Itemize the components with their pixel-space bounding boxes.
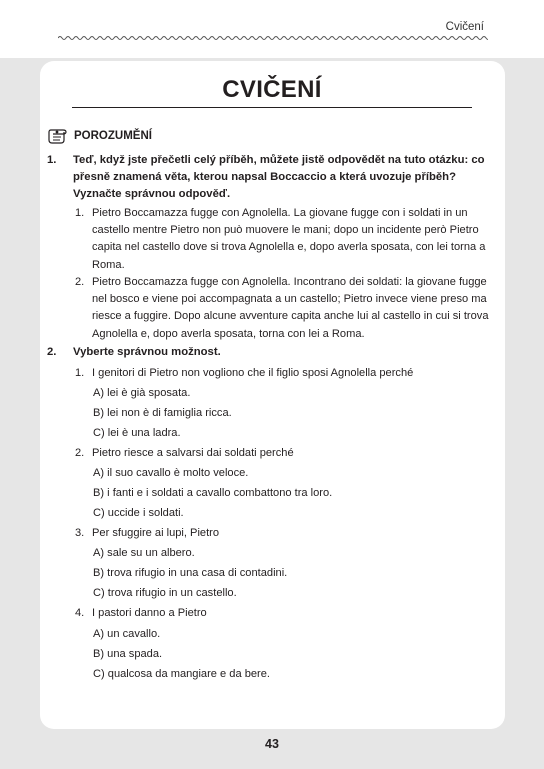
choice-option: C) trova rifugio in un castello. <box>93 587 237 599</box>
header-label: Cvičení <box>445 21 484 33</box>
choice-option: A) lei è già sposata. <box>93 387 191 399</box>
sub-question-text: Per sfuggire ai lupi, Pietro <box>92 527 220 539</box>
choice-option: C) uccide i soldati. <box>93 507 184 519</box>
choice-option: B) trova rifugio in una casa di contadini. <box>93 567 288 579</box>
answer-text: Pietro Boccamazza fugge con Agnolella. La giovane fugge con i soldati in un castello mentre Pietro non può muovere le mani; dopo un incidente però Pietro capita nel castello dove si trova Agnolella e, dopo averla sposata, con lei torna a Roma. <box>92 207 486 271</box>
wavy-divider <box>58 34 488 42</box>
sub-question-number: 3. <box>75 527 85 539</box>
sub-question-number: 2. <box>75 447 85 459</box>
choice-option: A) sale su un albero. <box>93 547 195 559</box>
question-number: 1. <box>47 154 57 166</box>
question-number: 2. <box>47 346 57 358</box>
choice-option: B) lei non è di famiglia ricca. <box>93 407 232 419</box>
question-text: Vyberte správnou možnost. <box>73 346 221 358</box>
sub-question-text: Pietro riesce a salvarsi dai soldati perché <box>92 447 294 459</box>
question-text: Teď, když jste přečetli celý příběh, můžete jistě odpovědět na tuto otázku: co přesně znamená věta, kterou napsal Boccaccio a která uvozuje příběh? Vyznačte správnou odpověď. <box>73 154 485 200</box>
section-label: POROZUMĚNÍ <box>74 130 152 142</box>
choice-option: A) il suo cavallo è molto veloce. <box>93 467 249 479</box>
choice-option: B) i fanti e i soldati a cavallo combattono tra loro. <box>93 487 333 499</box>
page-header <box>0 0 544 58</box>
answer-number: 1. <box>75 207 85 219</box>
page-title: CVIČENÍ <box>222 76 322 103</box>
choice-option: C) qualcosa da mangiare e da bere. <box>93 668 270 680</box>
choice-option: A) un cavallo. <box>93 628 161 640</box>
sub-question-text: I genitori di Pietro non vogliono che il figlio sposi Agnolella perché <box>92 367 414 379</box>
sub-question-text: I pastori danno a Pietro <box>92 607 207 619</box>
page-number: 43 <box>265 737 279 751</box>
choice-option: C) lei è una ladra. <box>93 427 181 439</box>
title-underline <box>72 107 472 108</box>
choice-option: B) una spada. <box>93 648 163 660</box>
sub-question-number: 4. <box>75 607 85 619</box>
sub-question-number: 1. <box>75 367 85 379</box>
answer-text: Pietro Boccamazza fugge con Agnolella. Incontrano dei soldati: la giovane fugge nel bosco e viene poi accompagnata a un castello; Pietro invece viene preso ma riesce a fuggire. Dopo alcune avventure capita anche lui al castello in cui si trova Agnolella e, dopo averla sposata, torna con lei a Roma. <box>92 276 489 340</box>
answer-number: 2. <box>75 276 85 288</box>
scroll-icon <box>46 127 68 145</box>
